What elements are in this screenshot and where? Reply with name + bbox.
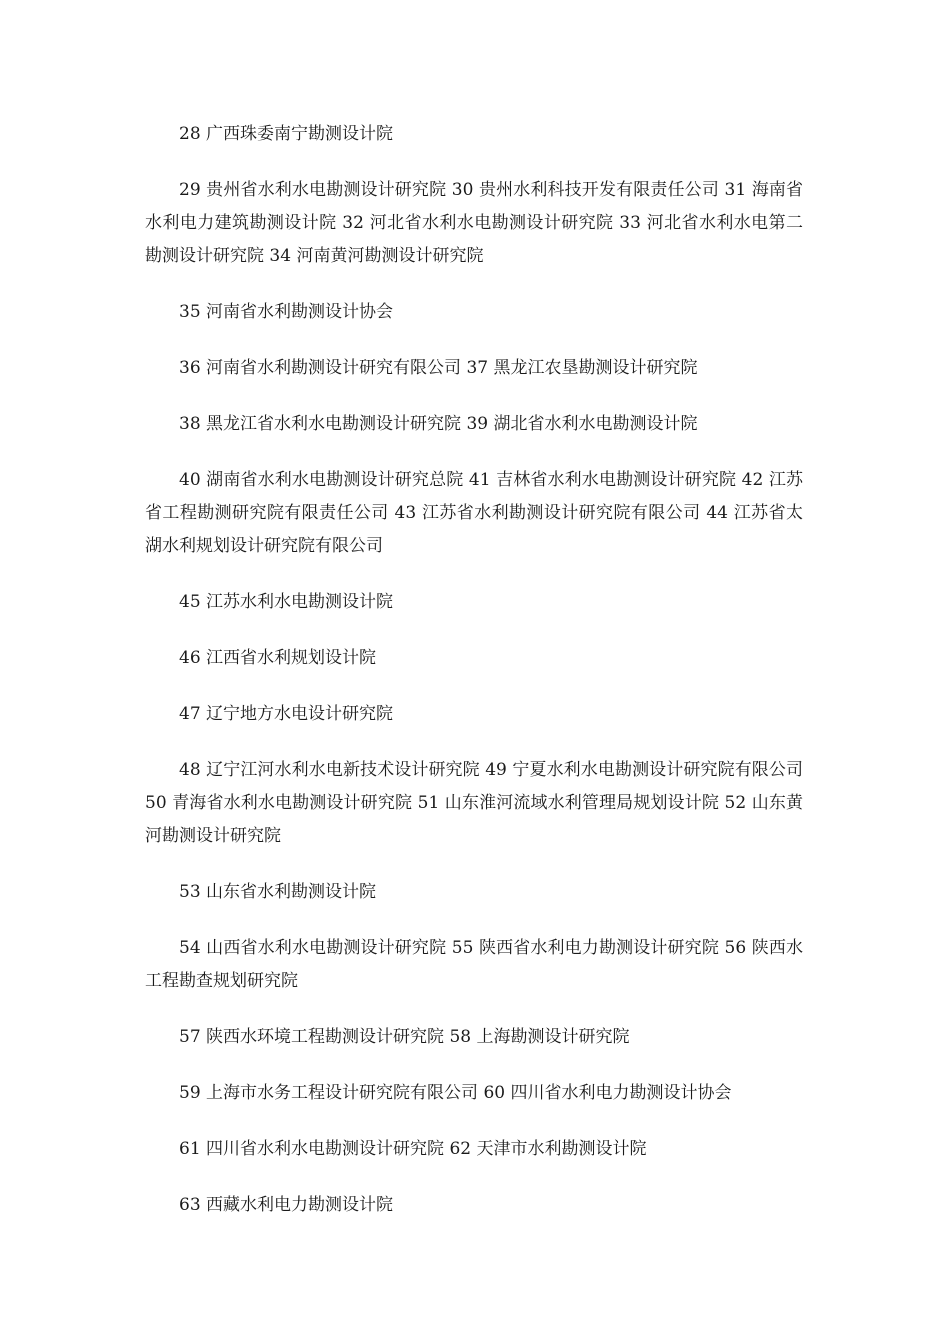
paragraph-45: 45 江苏水利水电勘测设计院 [179, 592, 394, 612]
paragraph-29-34: 29 贵州省水利水电勘测设计研究院 30 贵州水利科技开发有限责任公司 31 海南省水利电力建筑勘测设计院 32 河北省水利水电勘测设计研究院 33 河北省水利水电第二勘测设计研究院 34 河南黄河勘测设计研究院 [145, 180, 803, 266]
document-body [145, 118, 803, 1245]
paragraph-47: 47 辽宁地方水电设计研究院 [179, 704, 394, 724]
paragraph-48-52: 48 辽宁江河水利水电新技术设计研究院 49 宁夏水利水电勘测设计研究院有限公司 50 青海省水利水电勘测设计研究院 51 山东淮河流域水利管理局规划设计院 52 山东黄河勘测设计研究院 [145, 760, 803, 846]
paragraph-57-58: 57 陕西水环境工程勘测设计研究院 58 上海勘测设计研究院 [179, 1027, 630, 1047]
paragraph-61-62: 61 四川省水利水电勘测设计研究院 62 天津市水利勘测设计院 [179, 1139, 647, 1159]
paragraph-35: 35 河南省水利勘测设计协会 [179, 302, 394, 322]
paragraph-54-56: 54 山西省水利水电勘测设计研究院 55 陕西省水利电力勘测设计研究院 56 陕西水工程勘查规划研究院 [145, 938, 803, 991]
paragraph-46: 46 江西省水利规划设计院 [179, 648, 377, 668]
paragraph-28: 28 广西珠委南宁勘测设计院 [179, 124, 394, 144]
paragraph-63: 63 西藏水利电力勘测设计院 [179, 1195, 394, 1215]
paragraph-59-60: 59 上海市水务工程设计研究院有限公司 60 四川省水利电力勘测设计协会 [179, 1083, 732, 1103]
paragraph-53: 53 山东省水利勘测设计院 [179, 882, 377, 902]
paragraph-40-44: 40 湖南省水利水电勘测设计研究总院 41 吉林省水利水电勘测设计研究院 42 江苏省工程勘测研究院有限责任公司 43 江苏省水利勘测设计研究院有限公司 44 江苏省太湖水利规划设计研究院有限公司 [145, 470, 803, 556]
paragraph-36-37: 36 河南省水利勘测设计研究有限公司 37 黑龙江农垦勘测设计研究院 [179, 358, 698, 378]
paragraph-38-39: 38 黑龙江省水利水电勘测设计研究院 39 湖北省水利水电勘测设计院 [179, 414, 698, 434]
